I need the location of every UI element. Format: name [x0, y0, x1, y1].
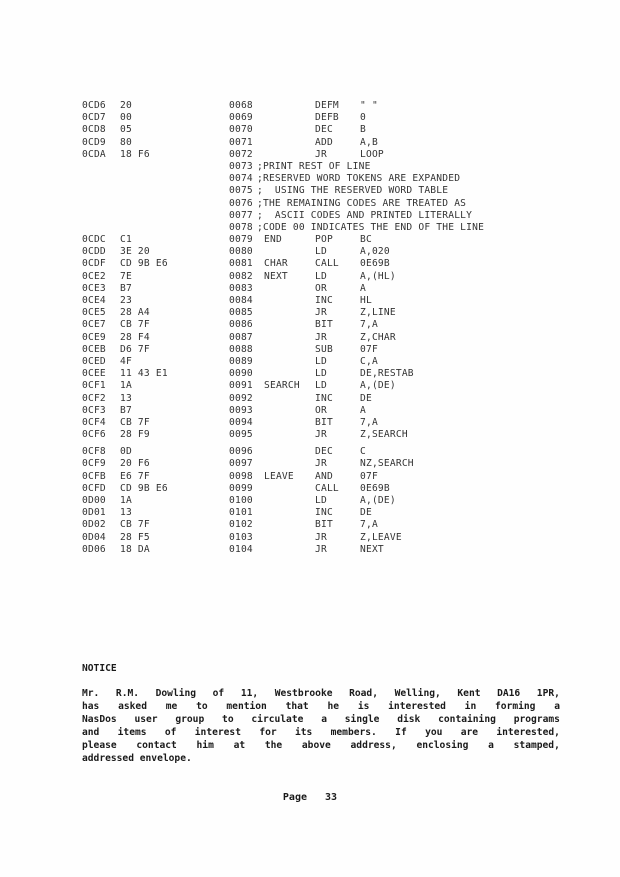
machine-code: 3E 20 [120, 246, 150, 258]
label: LEAVE [264, 470, 294, 482]
address: 0CD6 [82, 100, 106, 111]
opcode: JR [315, 458, 327, 470]
operand: C,A [360, 355, 378, 367]
machine-code: 80 [120, 136, 132, 148]
comment-row [82, 197, 467, 210]
machine-code: 28 F9 [120, 429, 150, 441]
operand: Z,CHAR [360, 331, 396, 343]
label: CHAR [264, 258, 288, 270]
line-number: 0104 [229, 543, 253, 555]
address: 0CD9 [82, 136, 106, 148]
address: 0CEE [82, 368, 106, 380]
machine-code: 20 F6 [120, 458, 150, 470]
line-number: 0069 [229, 112, 253, 124]
listing-row [82, 295, 372, 307]
address: 0CDC [82, 234, 106, 246]
machine-code: 05 [120, 124, 132, 136]
opcode: LD [315, 368, 327, 380]
notice-body [82, 687, 560, 765]
listing-row [82, 429, 408, 441]
opcode: LD [315, 380, 327, 392]
machine-code: 18 DA [120, 543, 150, 555]
line-number: 0099 [229, 482, 253, 494]
line-number: 0082 [229, 270, 253, 282]
line-number: 0084 [229, 295, 253, 306]
opcode: LD [315, 246, 327, 258]
notice-line: Mr. R.M. Dowling of 11, Westbrooke Road, Welling, Kent DA16 1PR, [82, 688, 560, 699]
machine-code: B7 [120, 282, 132, 294]
opcode: JR [315, 148, 327, 160]
listing-row [82, 234, 372, 246]
operand: HL [360, 295, 372, 306]
machine-code: 23 [120, 295, 132, 306]
operand: A,B [360, 136, 378, 148]
operand: NEXT [360, 543, 384, 555]
machine-code: D6 7F [120, 343, 150, 355]
machine-code: 13 [120, 392, 132, 404]
operand: 7,A [360, 519, 378, 531]
machine-code: 11 43 E1 [120, 368, 168, 380]
machine-code: 18 F6 [120, 148, 150, 160]
listing-row [82, 148, 384, 161]
line-number: 0089 [229, 355, 253, 367]
line-number: 0075 [229, 185, 253, 197]
address: 0D04 [82, 531, 106, 543]
operand: BC [360, 234, 372, 246]
operand: A,(DE) [360, 495, 396, 506]
address: 0CDA [82, 148, 106, 160]
opcode: DEC [315, 446, 333, 458]
line-number: 0068 [229, 100, 253, 111]
opcode: INC [315, 392, 333, 404]
notice-line: has asked me to mention that he is interested in forming a [82, 701, 560, 712]
line-number: 0080 [229, 246, 253, 258]
opcode: JR [315, 307, 327, 319]
opcode: DEFM [315, 100, 339, 111]
line-number: 0079 [229, 234, 253, 246]
line-number: 0103 [229, 531, 253, 543]
machine-code: 28 F5 [120, 531, 150, 543]
label: NEXT [264, 270, 288, 282]
notice-line: addressed envelope. [82, 753, 192, 764]
operand: DE [360, 392, 372, 404]
listing-row [82, 543, 384, 556]
operand: 7,A [360, 319, 378, 331]
listing-row [82, 319, 378, 331]
operand: 7,A [360, 416, 378, 428]
opcode: AND [315, 470, 333, 482]
opcode: JR [315, 531, 327, 543]
line-number: 0077 [229, 209, 253, 221]
listing-row [82, 531, 402, 544]
opcode: BIT [315, 416, 333, 428]
opcode: POP [315, 234, 333, 246]
notice-line: and items of interest for its members. If you are interested, [82, 727, 560, 738]
page-number: 33 [325, 792, 338, 803]
comment-row [82, 185, 449, 197]
comment-row [82, 173, 461, 185]
listing-row [82, 458, 414, 470]
address: 0CE5 [82, 307, 106, 319]
comment: ; ASCII CODES AND PRINTED LITERALLY [257, 209, 473, 221]
operand: DE,RESTAB [360, 368, 414, 380]
comment: ;RESERVED WORD TOKENS ARE EXPANDED [257, 173, 461, 185]
comment: ;THE REMAINING CODES ARE TREATED AS [257, 197, 467, 209]
operand: C [360, 446, 366, 458]
notice-line: NasDos user group to circulate a single disk containing programs [82, 714, 560, 725]
opcode: LD [315, 355, 327, 367]
address: 0CF8 [82, 446, 106, 458]
operand: A,(DE) [360, 380, 396, 392]
line-number: 0071 [229, 136, 253, 148]
machine-code: 0D [120, 446, 132, 458]
page-footer [0, 792, 620, 803]
listing-row [82, 282, 366, 295]
listing-row [82, 331, 396, 344]
machine-code: B7 [120, 404, 132, 416]
machine-code: CB 7F [120, 519, 150, 531]
opcode: DEC [315, 124, 333, 136]
opcode: CALL [315, 258, 339, 270]
line-number: 0085 [229, 307, 253, 319]
listing-row [82, 307, 396, 319]
line-number: 0097 [229, 458, 253, 470]
address: 0CDF [82, 258, 106, 270]
assembly-listing [82, 100, 485, 556]
listing-row [82, 392, 372, 405]
listing-row [82, 112, 366, 124]
address: 0D02 [82, 519, 106, 531]
page-label: Page [282, 792, 307, 803]
opcode: OR [315, 282, 327, 294]
listing-row [82, 124, 366, 136]
machine-code: 28 A4 [120, 307, 150, 319]
machine-code: 4F [120, 355, 132, 367]
address: 0D00 [82, 495, 106, 506]
listing-row [82, 246, 390, 258]
comment: ; USING THE RESERVED WORD TABLE [257, 185, 449, 197]
operand: 0 [360, 112, 366, 124]
address: 0CD8 [82, 124, 106, 136]
listing-row [82, 507, 372, 519]
label: SEARCH [264, 380, 300, 392]
listing-row [82, 258, 390, 270]
address: 0CF9 [82, 458, 106, 470]
listing-row [82, 470, 378, 483]
opcode: BIT [315, 519, 333, 531]
line-number: 0093 [229, 404, 253, 416]
listing-row [82, 380, 396, 392]
machine-code: 1A [120, 495, 132, 506]
line-number: 0092 [229, 392, 253, 404]
address: 0CFD [82, 482, 106, 494]
machine-code: 7E [120, 270, 132, 282]
line-number: 0088 [229, 343, 253, 355]
opcode: JR [315, 331, 327, 343]
listing-row [82, 446, 366, 458]
listing-row [82, 100, 378, 112]
line-number: 0076 [229, 197, 253, 209]
line-number: 0078 [229, 221, 253, 233]
listing-row [82, 368, 414, 380]
comment: ;CODE 00 INDICATES THE END OF THE LINE [257, 221, 485, 233]
line-number: 0091 [229, 380, 253, 392]
machine-code: 20 [120, 100, 132, 111]
address: 0CF6 [82, 429, 106, 441]
listing-row [82, 136, 378, 149]
opcode: INC [315, 295, 333, 306]
line-number: 0094 [229, 416, 253, 428]
address: 0CDD [82, 246, 106, 258]
operand: A [360, 282, 366, 294]
line-number: 0090 [229, 368, 253, 380]
address: 0CE3 [82, 282, 106, 294]
machine-code: 28 F4 [120, 331, 150, 343]
operand: Z,SEARCH [360, 429, 408, 441]
notice-title: NOTICE [82, 663, 117, 674]
operand: Z,LEAVE [360, 531, 402, 543]
operand: " " [360, 100, 378, 111]
comment: ;PRINT REST OF LINE [257, 160, 371, 172]
listing-row [82, 270, 396, 283]
opcode: LD [315, 270, 327, 282]
line-number: 0100 [229, 495, 253, 506]
opcode: ADD [315, 136, 333, 148]
opcode: BIT [315, 319, 333, 331]
opcode: DEFB [315, 112, 339, 124]
machine-code: 1A [120, 380, 132, 392]
operand: 0E69B [360, 482, 390, 494]
address: 0CE9 [82, 331, 106, 343]
machine-code: CB 7F [120, 319, 150, 331]
line-number: 0086 [229, 319, 253, 331]
operand: A [360, 404, 366, 416]
address: 0CE7 [82, 319, 106, 331]
operand: NZ,SEARCH [360, 458, 414, 470]
listing-row [82, 495, 396, 507]
opcode: OR [315, 404, 327, 416]
address: 0CF3 [82, 404, 106, 416]
operand: B [360, 124, 366, 136]
comment-row [82, 160, 371, 173]
address: 0CFB [82, 470, 106, 482]
address: 0CEB [82, 343, 106, 355]
line-number: 0098 [229, 470, 253, 482]
opcode: LD [315, 495, 327, 506]
listing-row [82, 355, 378, 368]
machine-code: 00 [120, 112, 132, 124]
listing-row [82, 343, 378, 356]
label: END [264, 234, 282, 246]
line-number: 0070 [229, 124, 253, 136]
operand: A,(HL) [360, 270, 396, 282]
operand: DE [360, 507, 372, 519]
operand: LOOP [360, 148, 384, 160]
listing-row [82, 416, 378, 429]
machine-code: CD 9B E6 [120, 258, 168, 270]
operand: 07F [360, 343, 378, 355]
opcode: SUB [315, 343, 333, 355]
listing-row [82, 519, 378, 531]
machine-code: CD 9B E6 [120, 482, 168, 494]
line-number: 0095 [229, 429, 253, 441]
line-number: 0073 [229, 160, 253, 172]
operand: A,020 [360, 246, 390, 258]
comment-row [82, 221, 485, 234]
machine-code: C1 [120, 234, 132, 246]
opcode: JR [315, 543, 327, 555]
address: 0CF4 [82, 416, 106, 428]
comment-row [82, 209, 473, 222]
address: 0D06 [82, 543, 106, 555]
line-number: 0101 [229, 507, 253, 519]
operand: Z,LINE [360, 307, 396, 319]
address: 0CD7 [82, 112, 106, 124]
line-number: 0083 [229, 282, 253, 294]
line-number: 0072 [229, 148, 253, 160]
listing-row [82, 482, 390, 495]
notice-line: please contact him at the above address, enclosing a stamped, [82, 740, 560, 751]
address: 0CF1 [82, 380, 106, 392]
opcode: JR [315, 429, 327, 441]
address: 0CE4 [82, 295, 106, 306]
line-number: 0081 [229, 258, 253, 270]
line-number: 0074 [229, 173, 253, 185]
opcode: INC [315, 507, 333, 519]
address: 0CE2 [82, 270, 106, 282]
machine-code: 13 [120, 507, 132, 519]
line-number: 0087 [229, 331, 253, 343]
operand: 0E69B [360, 258, 390, 270]
notice-section [82, 663, 560, 765]
machine-code: CB 7F [120, 416, 150, 428]
line-number: 0102 [229, 519, 253, 531]
address: 0CED [82, 355, 106, 367]
address: 0CF2 [82, 392, 106, 404]
line-number: 0096 [229, 446, 253, 458]
opcode: CALL [315, 482, 339, 494]
address: 0D01 [82, 507, 106, 519]
operand: 07F [360, 470, 378, 482]
machine-code: E6 7F [120, 470, 150, 482]
listing-row [82, 404, 366, 417]
